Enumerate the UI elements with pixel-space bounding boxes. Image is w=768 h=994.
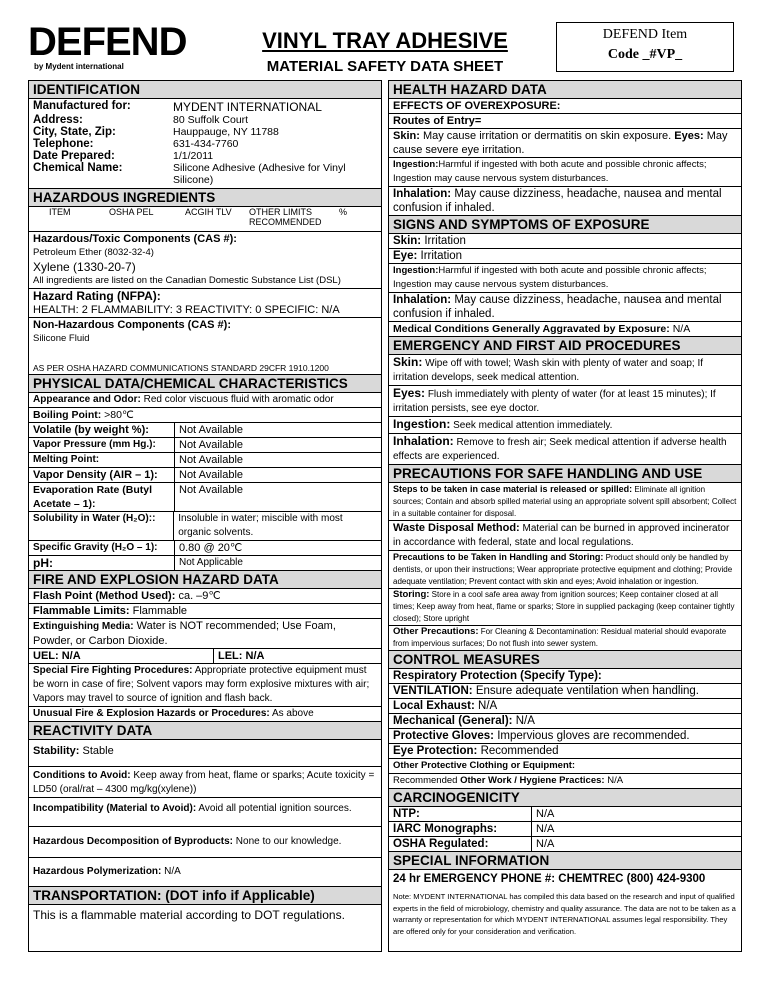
- col-percent: %: [339, 207, 348, 217]
- carcino-label: NTP:: [389, 807, 532, 821]
- signs-inhalation-value: May cause dizziness, headache, nausea and mental confusion if inhaled.: [393, 294, 722, 320]
- phys-label: Vapor Pressure (mm Hg.):: [29, 438, 175, 452]
- incompatibility-row: [29, 798, 381, 827]
- phys-value: Not Available: [179, 439, 244, 451]
- eye-protection-row: [389, 744, 741, 759]
- phys-value: Not Available: [179, 424, 244, 436]
- storing-row: [389, 589, 741, 626]
- gloves-value: Impervious gloves are recommended.: [497, 730, 690, 742]
- non-hazardous-label: Non-Hazardous Components (CAS #):: [33, 319, 231, 331]
- mechanical-value: N/A: [515, 715, 535, 727]
- phys-value: 0.80 @ 20℃: [179, 542, 243, 554]
- firstaid-skin-row: [389, 355, 741, 386]
- routes-of-entry: Routes of Entry=: [389, 114, 741, 129]
- other-precautions-label: Other Precautions:: [393, 626, 479, 637]
- carcinogenicity-header: CARCINOGENICITY: [389, 788, 741, 807]
- health-eyes-value: May cause severe eye irritation.: [393, 130, 728, 156]
- signs-skin-value: Irritation: [424, 235, 466, 247]
- eye-protection-value: Recommended: [480, 745, 559, 757]
- phys-value: Not Available: [179, 484, 244, 496]
- flammable-limits-row: [29, 604, 381, 619]
- hygiene-value: N/A: [607, 775, 624, 786]
- fire-explosion-header: FIRE AND EXPLOSION HAZARD DATA: [29, 571, 381, 589]
- carcino-value: N/A: [536, 823, 555, 835]
- special-information-header: SPECIAL INFORMATION: [389, 851, 741, 870]
- id-label: Chemical Name:: [33, 162, 123, 174]
- ventilation-row: [389, 684, 741, 699]
- carcino-value: N/A: [536, 808, 555, 820]
- item-code-line2: Code _#VP_: [607, 47, 683, 62]
- health-inhalation-label: Inhalation:: [393, 188, 452, 200]
- boiling-row: [29, 408, 381, 423]
- extinguishing-label: Extinguishing Media:: [33, 621, 134, 632]
- signs-ingestion-label: Ingestion:: [393, 265, 439, 276]
- col-other-limits: OTHER LIMITS RECOMMENDED: [249, 207, 322, 227]
- uel: UEL: N/A: [29, 649, 214, 663]
- conditions-avoid-value: Keep away from heat, flame or sparks; Acute toxicity = LD50 (oral/rat – 4300 mg/kg(xylene)): [33, 770, 375, 795]
- defend-logo: [28, 20, 187, 74]
- phys-label: Vapor Density (AIR – 1):: [29, 468, 175, 482]
- medical-conditions-row: [389, 322, 741, 336]
- firstaid-ingestion-row: [389, 417, 741, 434]
- spill-steps-label: Steps to be taken in case material is released or spilled:: [393, 484, 633, 494]
- unusual-hazards-value: As above: [271, 708, 314, 719]
- effects-overexposure: EFFECTS OF OVEREXPOSURE:: [389, 99, 741, 114]
- conditions-avoid-row: [29, 767, 381, 798]
- conditions-avoid-label: Conditions to Avoid:: [33, 770, 131, 781]
- firstaid-inhalation-row: [389, 434, 741, 464]
- storing-value: Store in a cool safe area away from ignition sources; Keep container closed at all times; Keep away from heat, flame or sparks; Store in supplied packaging (keep container tightly closed); Store upright: [393, 590, 735, 623]
- id-value: 631-434-7760: [173, 138, 239, 150]
- health-ingestion-label: Ingestion:: [393, 159, 439, 170]
- special-fire-row: [29, 664, 381, 707]
- firstaid-skin-value: Wipe off with towel; Wash skin with plenty of water and soap; If irritation develops, seek medical attention.: [393, 358, 704, 383]
- polymerization-value: N/A: [164, 866, 181, 877]
- flash-point-label: Flash Point (Method Used):: [33, 590, 176, 602]
- health-inhalation-value: May cause dizziness, headache, nausea and mental confusion if inhaled.: [393, 188, 722, 214]
- firstaid-eyes-row: [389, 386, 741, 417]
- spill-steps-row: [389, 483, 741, 521]
- phys-value: Not Available: [179, 469, 244, 481]
- transportation-text: This is a flammable material according to DOT regulations.: [33, 908, 345, 922]
- identification-section: [29, 99, 381, 188]
- unusual-hazards-row: [29, 707, 381, 721]
- firstaid-skin-label: Skin:: [393, 355, 423, 369]
- toxic-component: Petroleum Ether (8032-32-4): [33, 247, 154, 258]
- signs-inhalation-row: [389, 293, 741, 322]
- hazard-columns: [29, 207, 381, 232]
- disclaimer-note: Note: MYDENT INTERNATIONAL has compiled this data based on the research and input of qualified experts in the field of microbiology, chemistry and quality assurance. The data are not to be taken as a warranty or representation for which MYDENT INTERNATIONAL assumes legal responsibility. They are offered only for your consideration and verification.: [393, 892, 736, 936]
- health-hazard-header: HEALTH HAZARD DATA: [389, 81, 741, 99]
- id-value: 80 Suffolk Court: [173, 114, 249, 126]
- identification-header: IDENTIFICATION: [29, 81, 381, 99]
- toxic-component: Xylene (1330-20-7): [33, 260, 136, 274]
- hygiene-label: Other Work / Hygiene Practices:: [460, 775, 605, 786]
- left-column: [28, 80, 382, 952]
- decomposition-label: Hazardous Decomposition of Byproducts:: [33, 836, 234, 847]
- mechanical-label: Mechanical (General):: [393, 715, 513, 727]
- unusual-hazards-label: Unusual Fire & Explosion Hazards or Procedures:: [33, 708, 270, 719]
- signs-inhalation-label: Inhalation:: [393, 294, 452, 306]
- phys-label: Melting Point:: [29, 453, 175, 467]
- col-acgih-tlv: ACGIH TLV: [185, 207, 232, 217]
- stability-row: [29, 740, 381, 767]
- local-exhaust-row: [389, 699, 741, 714]
- appearance-row: [29, 393, 381, 408]
- phys-label: pH:: [29, 556, 175, 570]
- local-exhaust-label: Local Exhaust:: [393, 700, 475, 712]
- special-fire-value: Appropriate protective equipment must be worn in case of fire; Solvent vapors may form explosive mixtures with air; Vapors may travel to source of ignition and flash back.: [33, 665, 370, 704]
- id-value: MYDENT INTERNATIONAL: [173, 100, 322, 114]
- osha-standard-note: AS PER OSHA HAZARD COMMUNICATIONS STANDARD 29CFR 1910.1200: [33, 363, 329, 373]
- signs-skin-label: Skin:: [393, 235, 422, 247]
- incompatibility-label: Incompatibility (Material to Avoid):: [33, 803, 197, 814]
- gloves-label: Protective Gloves:: [393, 730, 494, 742]
- medical-conditions-label: Medical Conditions Generally Aggravated by Exposure:: [393, 323, 670, 335]
- health-skin-label: Skin:: [393, 130, 420, 142]
- phys-label: Specific Gravity (H₂O – 1):: [29, 541, 175, 555]
- reactivity-header: REACTIVITY DATA: [29, 721, 381, 740]
- signs-skin-row: [389, 234, 741, 249]
- hygiene-row: [389, 774, 741, 788]
- health-skin-row: Skin: May cause irritation or dermatitis on skin exposure. Eyes: May cause severe eye irritation.: [389, 129, 741, 158]
- col-item: ITEM: [49, 207, 71, 217]
- health-ingestion-value: Harmful if ingested with both acute and possible chronic affects; Ingestion may cause nervous system disturbances.: [393, 159, 707, 184]
- signs-symptoms-header: SIGNS AND SYMPTOMS OF EXPOSURE: [389, 215, 741, 234]
- appearance-value: Red color viscuous fluid with aromatic odor: [143, 394, 334, 405]
- medical-conditions-value: N/A: [672, 323, 691, 335]
- other-precautions-value: For Cleaning & Decontamination: Residual material should evaporate from impervious surfaces; Do not flush into sewer system.: [393, 627, 727, 648]
- id-value: Hauppauge, NY 11788: [173, 126, 279, 138]
- precautions-header: PRECAUTIONS FOR SAFE HANDLING AND USE: [389, 464, 741, 483]
- phys-label: Evaporation Rate (Butyl Acetate – 1):: [29, 483, 175, 511]
- handling-row: [389, 551, 741, 589]
- phys-value: Not Applicable: [179, 557, 243, 568]
- waste-disposal-value: Material can be burned in approved incinerator in accordance with federal, state and local regulations.: [393, 523, 730, 548]
- carcino-label: IARC Monographs:: [389, 822, 532, 836]
- logo-tagline: by Mydent international: [34, 62, 124, 71]
- phys-label: Volatile (by weight %):: [29, 423, 175, 437]
- boiling-value: >80℃: [104, 409, 134, 421]
- stability-label: Stability:: [33, 745, 80, 757]
- firstaid-ingestion-label: Ingestion:: [393, 417, 451, 431]
- storing-label: Storing:: [393, 589, 430, 600]
- document-subtitle: MATERIAL SAFETY DATA SHEET: [266, 58, 504, 75]
- ventilation-value: Ensure adequate ventilation when handling.: [475, 685, 699, 697]
- non-hazardous-component: Silicone Fluid: [33, 333, 90, 344]
- appearance-label: Appearance and Odor:: [33, 394, 141, 405]
- id-label: Telephone:: [33, 138, 94, 150]
- polymerization-label: Hazardous Polymerization:: [33, 866, 162, 877]
- id-value: 1/1/2011: [173, 150, 214, 162]
- signs-eye-row: [389, 249, 741, 264]
- decomposition-row: [29, 827, 381, 858]
- health-eyes-label: Eyes:: [674, 130, 704, 142]
- firstaid-ingestion-value: Seek medical attention immediately.: [453, 420, 613, 431]
- flammable-limits-label: Flammable Limits:: [33, 605, 130, 617]
- waste-disposal-label: Waste Disposal Method:: [393, 522, 520, 534]
- carcino-value: N/A: [536, 838, 555, 850]
- extinguishing-value: Water is NOT recommended; Use Foam, Powder, or Carbon Dioxide.: [33, 620, 336, 647]
- polymerization-row: [29, 858, 381, 886]
- extinguishing-row: [29, 619, 381, 649]
- id-label: Manufactured for:: [33, 100, 131, 112]
- spill-steps-value: Eliminate all ignition sources; Contain and absorb spilled material using an appropriate solvent spill absorbent; Collect in a suitable container for disposal.: [393, 485, 737, 518]
- local-exhaust-value: N/A: [478, 700, 498, 712]
- physical-data-header: PHYSICAL DATA/CHEMICAL CHARACTERISTICS: [29, 374, 381, 393]
- col-osha-pel: OSHA PEL: [109, 207, 154, 217]
- stability-value: Stable: [82, 745, 114, 757]
- dsl-note: All ingredients are listed on the Canadian Domestic Substance List (DSL): [29, 274, 381, 289]
- id-value: Silicone Adhesive (Adhesive for Vinyl Silicone): [173, 162, 346, 186]
- boiling-label: Boiling Point:: [33, 409, 102, 421]
- carcino-label: OSHA Regulated:: [389, 837, 532, 851]
- hazard-rating-label: Hazard Rating (NFPA):: [33, 289, 161, 303]
- transportation-header: TRANSPORTATION: (DOT info if Applicable): [29, 886, 381, 905]
- eye-protection-label: Eye Protection:: [393, 745, 478, 757]
- emergency-phone: 24 hr EMERGENCY PHONE #: CHEMTREC (800) 424-9300: [393, 873, 706, 885]
- signs-ingestion-row: [389, 264, 741, 293]
- lel: LEL: N/A: [218, 650, 265, 662]
- firstaid-inhalation-value: Remove to fresh air; Seek medical attention if adverse health effects are experienced.: [393, 437, 727, 462]
- health-skin-value: May cause irritation or dermatitis on skin exposure: [422, 130, 669, 142]
- other-clothing: Other Protective Clothing or Equipment:: [389, 759, 741, 774]
- hazard-rating: HEALTH: 2 FLAMMABILITY: 3 REACTIVITY: 0 SPECIFIC: N/A: [29, 303, 381, 318]
- respiratory-protection: Respiratory Protection (Specify Type):: [389, 669, 741, 684]
- control-measures-header: CONTROL MEASURES: [389, 650, 741, 669]
- health-ingestion-row: [389, 158, 741, 187]
- item-code-line1: DEFEND Item: [602, 27, 688, 42]
- item-code-box: [556, 22, 734, 72]
- ventilation-label: VENTILATION:: [393, 685, 473, 697]
- right-column: [388, 80, 742, 952]
- phys-value: Insoluble in water; miscible with most organic solvents.: [178, 513, 343, 538]
- flash-point-row: [29, 589, 381, 604]
- mechanical-row: [389, 714, 741, 729]
- incompatibility-value: Avoid all potential ignition sources.: [198, 803, 352, 814]
- id-label: Date Prepared:: [33, 150, 115, 162]
- id-label: City, State, Zip:: [33, 126, 116, 138]
- logo-wordmark: DEFEND: [28, 20, 187, 64]
- handling-value: Product should only be handled by dentists, or upon their instructions; Wear appropriate protective equipment and clothing; Provide adequate ventilation; Prevent contact with skin and eyes; Avoid inhalation or ingestion.: [393, 553, 733, 586]
- signs-eye-label: Eye:: [393, 250, 418, 262]
- toxic-components-label: Hazardous/Toxic Components (CAS #):: [33, 233, 237, 245]
- phys-label: Solubility in Water (H₂O)::: [29, 512, 174, 540]
- special-fire-label: Special Fire Fighting Procedures:: [33, 665, 193, 676]
- hazardous-ingredients-header: HAZARDOUS INGREDIENTS: [29, 188, 381, 207]
- other-precautions-row: [389, 626, 741, 650]
- gloves-row: [389, 729, 741, 744]
- decomposition-value: None to our knowledge.: [235, 836, 342, 847]
- handling-label: Precautions to be Taken in Handling and Storing:: [393, 552, 604, 562]
- flammable-limits-value: Flammable: [132, 605, 188, 617]
- first-aid-header: EMERGENCY AND FIRST AID PROCEDURES: [389, 336, 741, 355]
- document-title: VINYL TRAY ADHESIVE: [262, 28, 508, 53]
- phys-value: Not Available: [179, 454, 244, 466]
- signs-ingestion-value: Harmful if ingested with both acute and possible chronic affects; Ingestion may cause nervous system disturbances.: [393, 265, 707, 290]
- flash-point-value: ca. –9℃: [178, 590, 221, 602]
- signs-eye-value: Irritation: [420, 250, 463, 262]
- firstaid-inhalation-label: Inhalation:: [393, 434, 454, 448]
- firstaid-eyes-value: Flush immediately with plenty of water (for at least 15 minutes); If irritation persists, see eye doctor.: [393, 389, 716, 414]
- firstaid-eyes-label: Eyes:: [393, 386, 426, 400]
- hygiene-prefix: Recommended: [393, 775, 458, 786]
- waste-disposal-row: [389, 521, 741, 551]
- id-label: Address:: [33, 114, 83, 126]
- health-inhalation-row: [389, 187, 741, 215]
